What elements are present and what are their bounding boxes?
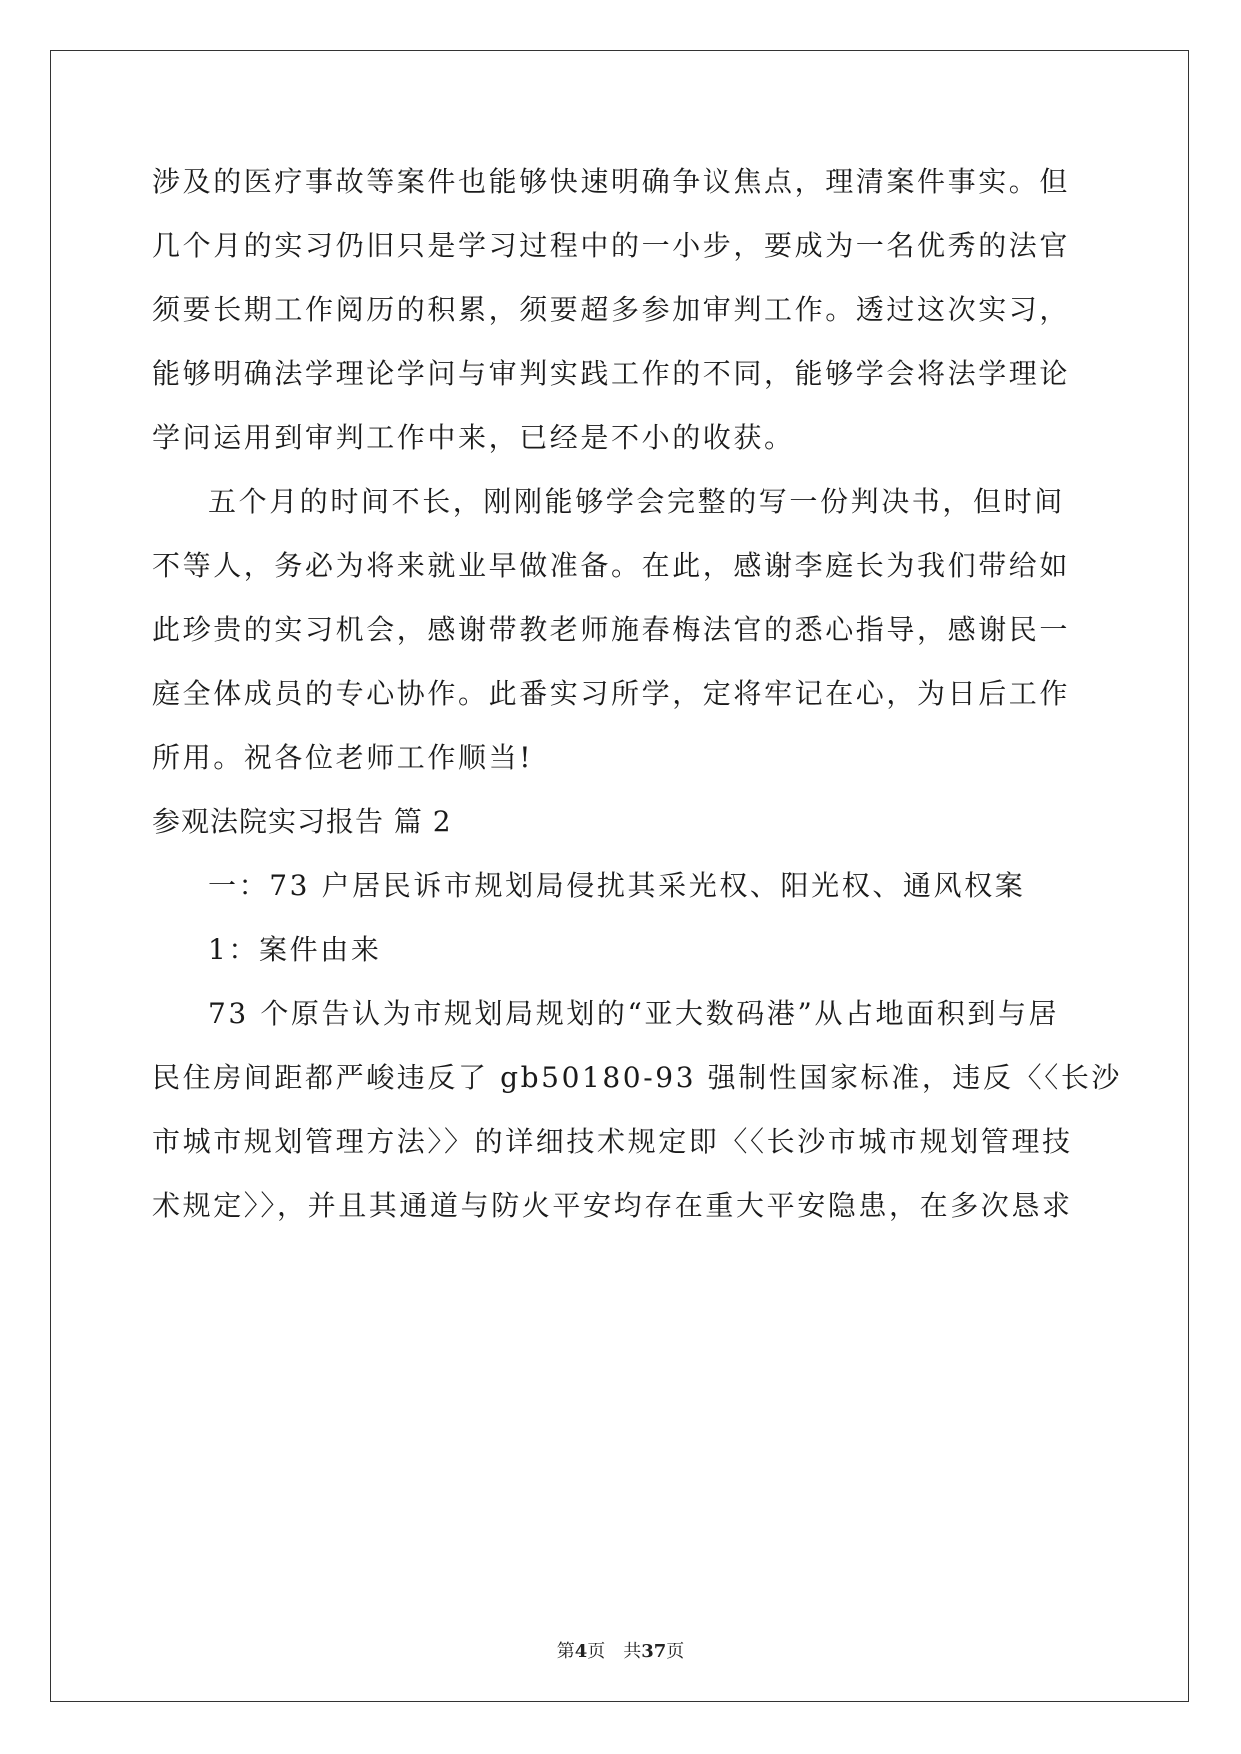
paragraph-line-9: 庭全体成员的专心协作。此番实习所学，定将牢记在心，为日后工作 [152, 677, 1071, 710]
paragraph-line-10: 所用。祝各位老师工作顺当! [152, 741, 534, 774]
section-heading: 参观法院实习报告 篇 2 [152, 805, 452, 838]
paragraph-line-1: 涉及的医疗事故等案件也能够快速明确争议焦点，理清案件事实。但 [152, 165, 1071, 198]
paragraph-line-3: 须要长期工作阅历的积累，须要超多参加审判工作。透过这次实习， [152, 293, 1071, 326]
paragraph-line-12: 民住房间距都严峻违反了 gb50180-93 强制性国家标准，违反〈〈长沙 [152, 1061, 1123, 1094]
footer-suffix: 页 [666, 1641, 685, 1662]
footer-prefix: 第 [556, 1641, 575, 1662]
paragraph-line-5: 学问运用到审判工作中来，已经是不小的收获。 [152, 421, 795, 454]
paragraph-line-4: 能够明确法学理论学问与审判实践工作的不同，能够学会将法学理论 [152, 357, 1071, 390]
current-page-number: 4 [574, 1641, 588, 1662]
paragraph-line-11: 73 个原告认为市规划局规划的“亚大数码港”从占地面积到与居 [208, 997, 1060, 1030]
paragraph-line-6: 五个月的时间不长，刚刚能够学会完整的写一份判决书，但时间 [208, 485, 1065, 518]
total-page-number: 37 [641, 1641, 667, 1662]
page-footer [0, 1640, 1241, 1664]
paragraph-line-7: 不等人，务必为将来就业早做准备。在此，感谢李庭长为我们带给如 [152, 549, 1071, 582]
paragraph-line-13: 市城市规划管理方法〉〉的详细技术规定即〈〈长沙市城市规划管理技 [152, 1125, 1073, 1158]
paragraph-line-8: 此珍贵的实习机会，感谢带教老师施春梅法官的悉心指导，感谢民一 [152, 613, 1071, 646]
paragraph-line-2: 几个月的实习仍旧只是学习过程中的一小步，要成为一名优秀的法官 [152, 229, 1071, 262]
document-body [152, 150, 1123, 1238]
subsection-heading: 1：案件由来 [208, 933, 382, 966]
paragraph-line-14: 术规定〉〉，并且其通道与防火平安均存在重大平安隐患，在多次恳求 [152, 1189, 1073, 1222]
footer-middle: 页 共 [587, 1641, 642, 1662]
case-title: 一：73 户居民诉市规划局侵扰其采光权、阳光权、通风权案 [208, 869, 1026, 902]
